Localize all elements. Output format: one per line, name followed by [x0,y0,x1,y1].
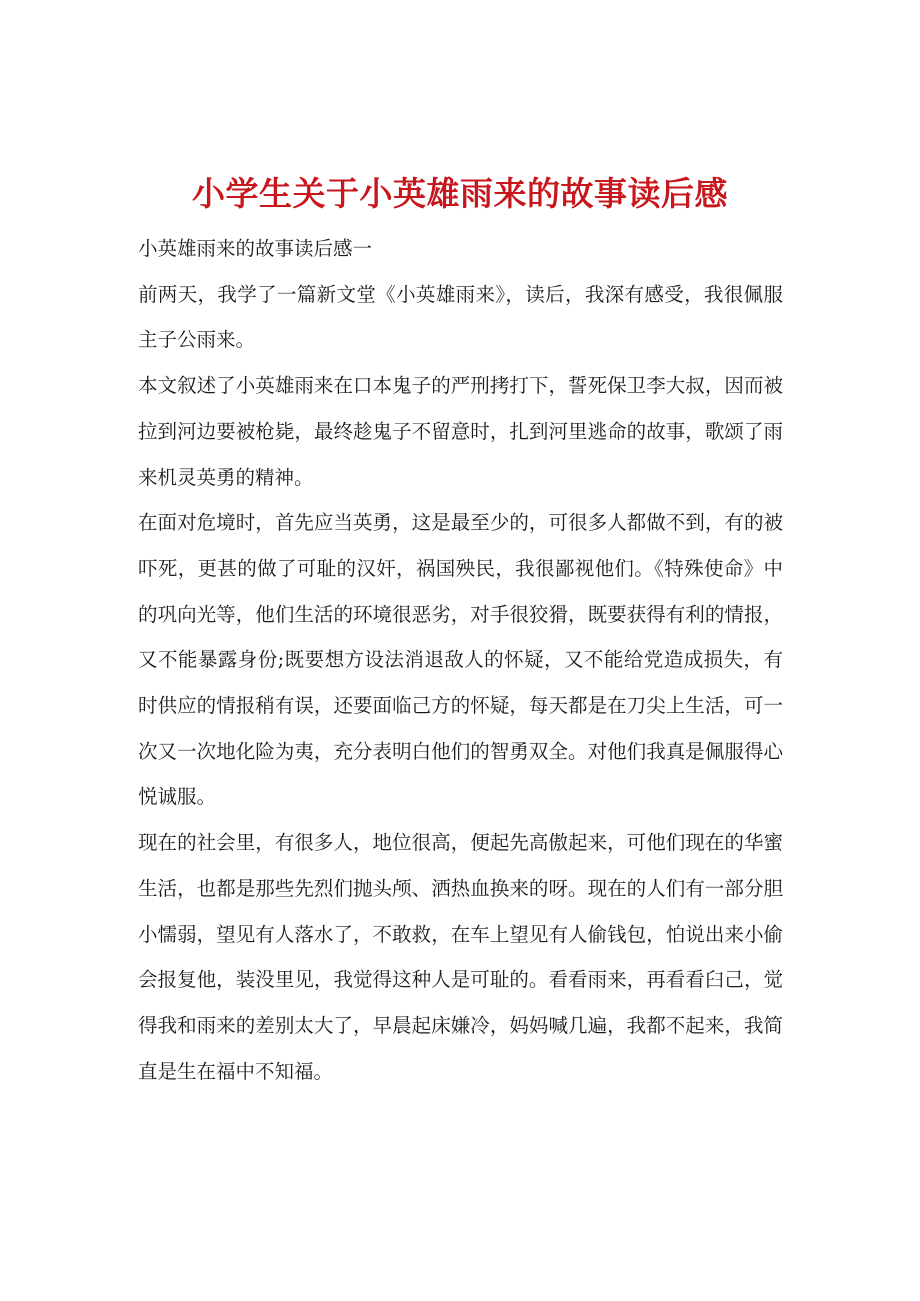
paragraph-1: 前两天，我学了一篇新文堂《小英雄雨来》，读后，我深有感受，我很佩服主子公雨来。 [138,282,783,352]
section-subheading: 小英雄雨来的故事读后感一 [138,237,373,260]
document-body [138,226,783,1094]
paragraph-3: 在面对危境时，首先应当英勇，这是最至少的，可很多人都做不到，有的被吓死，更甚的做了可耻的汉奸，祸国殃民，我很鄙视他们。《特殊使命》中的巩向光等，他们生活的环境很恶劣，对手很狡猾，既要获得有利的情报，又不能暴露身份;既要想方设法消退敌人的怀疑，又不能给党造成损失，有时供应的情报稍有误，还要面临己方的怀疑，每天都是在刀尖上生活，可一次又一次地化险为夷，充分表明白他们的智勇双全。对他们我真是佩服得心悦诚服。 [138,511,783,809]
document-title: 小学生关于小英雄雨来的故事读后感 [192,174,728,214]
paragraph-4: 现在的社会里，有很多人，地位很高，便起先高傲起来，可他们现在的华蜜生活，也都是那些先烈们抛头颅、洒热血换来的呀。现在的人们有一部分胆小懦弱，望见有人落水了，不敢救，在车上望见有人偷钱包，怕说出来小偷会报复他，装没里见，我觉得这种人是可耻的。看看雨来，再看看臼己，觉得我和雨来的差别太大了，早晨起床嫌冷，妈妈喊几遍，我都不起来，我简直是生在福中不知福。 [138,831,783,1083]
paragraph-2: 本文叙述了小英雄雨来在口本鬼子的严刑拷打下，誓死保卫李大叔，因而被拉到河边要被枪毙，最终趁鬼子不留意时，扎到河里逃命的故事，歌颂了雨来机灵英勇的精神。 [138,374,783,489]
